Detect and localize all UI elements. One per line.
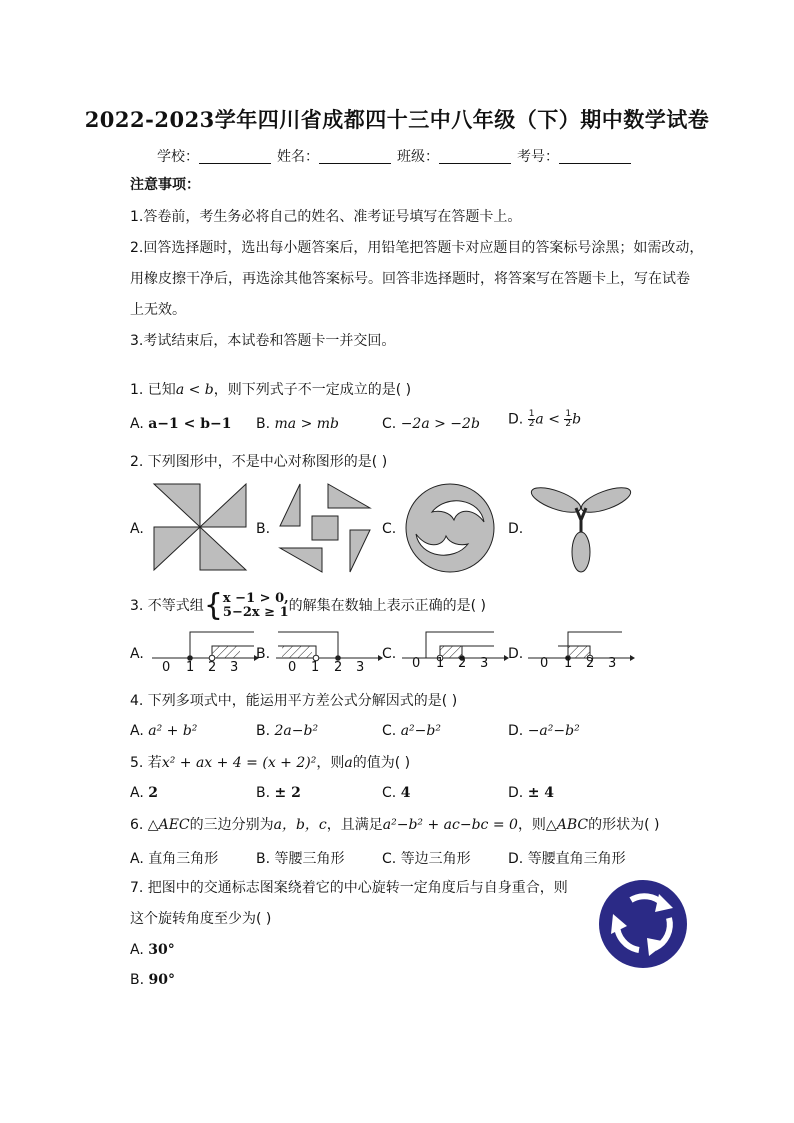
q4-option-d[interactable] xyxy=(508,723,580,739)
q6-d-text: 等腰直角三角形 xyxy=(527,851,626,867)
q6-stem-c: ，且满足 xyxy=(326,817,383,833)
q2-option-d-label[interactable]: D. xyxy=(508,521,524,537)
student-info-line xyxy=(0,146,794,166)
q2-option-c-label[interactable]: C. xyxy=(382,521,397,537)
q2-option-a-label[interactable]: A. xyxy=(130,521,144,537)
q4-c-text: a²−b² xyxy=(400,723,441,739)
q6-c-text: 等边三角形 xyxy=(400,851,471,867)
q3-b-tick-0: 0 xyxy=(288,660,297,675)
q5-option-c[interactable] xyxy=(382,785,410,801)
q6-triangle-1: AEC xyxy=(158,817,190,833)
q2-stem: 2. 下列图形中，不是中心对称图形的是( ) xyxy=(130,454,388,470)
q1-d-label: D. xyxy=(508,411,524,428)
q3-d-tick-2: 2 xyxy=(586,656,595,671)
q1-d-frac2 xyxy=(564,410,572,429)
q6-stem xyxy=(130,816,659,834)
q3-option-b-label[interactable]: B. xyxy=(256,646,271,662)
q1-d-frac2-num: 1 xyxy=(565,409,572,419)
q6-a-text: 直角三角形 xyxy=(148,851,219,867)
q3-option-c-label[interactable]: C. xyxy=(382,646,397,662)
q3-stem-text: 3. 不等式组 xyxy=(130,598,204,614)
q5-options xyxy=(130,785,730,805)
q4-b-label: B. xyxy=(256,723,271,739)
q1-option-d[interactable] xyxy=(508,410,581,429)
q6-options xyxy=(130,848,730,868)
note-3: 3.考试结束后，本试卷和答题卡一并交回。 xyxy=(130,333,396,349)
q3-a-tick-2: 2 xyxy=(208,660,217,675)
q3-a-tick-3: 3 xyxy=(230,660,239,675)
q1-d-frac1-den: 2 xyxy=(528,419,535,429)
q6-c-label: C. xyxy=(382,851,397,867)
q6-option-b[interactable] xyxy=(256,848,345,868)
class-label: 班级： xyxy=(397,149,439,165)
q3-c-tick-0: 0 xyxy=(412,656,421,671)
q5-c-label: C. xyxy=(382,785,397,801)
q6-stem-d: ，则△ xyxy=(517,817,557,833)
q3-b-tick-3: 3 xyxy=(356,660,365,675)
q3-inequality-system xyxy=(223,592,289,620)
q6-option-c[interactable] xyxy=(382,848,471,868)
q7-a-text: 30° xyxy=(148,942,175,958)
q4-d-label: D. xyxy=(508,723,524,739)
q2-option-b-label[interactable]: B. xyxy=(256,521,271,537)
q4-option-b[interactable] xyxy=(256,723,318,739)
q5-a-label: A. xyxy=(130,785,144,801)
q1-stem-text: 1. 已知 xyxy=(130,382,176,398)
q5-stem xyxy=(130,754,410,772)
q3-a-tick-1: 1 xyxy=(186,660,195,675)
q3-c-tick-3: 3 xyxy=(480,656,489,671)
q3-d-tick-1: 1 xyxy=(564,656,573,671)
exam-no-label: 考号： xyxy=(517,149,559,165)
q4-option-c[interactable] xyxy=(382,723,441,739)
q6-sides: a，b，c xyxy=(273,817,327,833)
q1-d-text-a: a < xyxy=(535,411,560,428)
q6-option-d[interactable] xyxy=(508,848,626,868)
q6-d-label: D. xyxy=(508,851,524,867)
q6-stem-b: 的三边分别为 xyxy=(189,817,274,833)
q6-option-a[interactable] xyxy=(130,848,218,868)
q1-a-text: a−1 < b−1 xyxy=(148,416,232,432)
note-1: 1.答卷前，考生务必将自己的姓名、准考证号填写在答题卡上。 xyxy=(130,209,522,225)
q1-c-label: C. xyxy=(382,416,397,432)
q4-d-text: −a²−b² xyxy=(527,723,580,739)
tomoe-circle-figure xyxy=(402,482,498,574)
q4-option-a[interactable] xyxy=(130,723,197,739)
exam-title: 2022-2023学年四川省成都四十三中八年级（下）期中数学试卷 xyxy=(84,107,710,132)
q6-a-label: A. xyxy=(130,851,144,867)
q3-c-tick-2: 2 xyxy=(458,656,467,671)
q3-d-tick-0: 0 xyxy=(540,656,549,671)
school-blank[interactable] xyxy=(199,163,271,164)
q3-stem-tail: 的解集在数轴上表示正确的是( ) xyxy=(288,598,487,614)
q7-stem-line-2: 这个旋转角度至少为( ) xyxy=(130,911,272,927)
q7-stem-line-1: 7. 把图中的交通标志图案绕着它的中心旋转一定角度后与自身重合，则 xyxy=(130,880,568,896)
q3-b-tick-2: 2 xyxy=(334,660,343,675)
school-label: 学校： xyxy=(157,149,199,165)
q3-brace: { xyxy=(203,588,223,623)
q6-b-label: B. xyxy=(256,851,271,867)
name-label: 姓名： xyxy=(277,149,319,165)
q6-condition: a²−b² + ac−bc = 0 xyxy=(382,817,518,833)
q3-option-d-label[interactable]: D. xyxy=(508,646,524,662)
q5-option-b[interactable] xyxy=(256,785,301,801)
q1-option-a[interactable] xyxy=(130,416,232,432)
q5-a-text: 2 xyxy=(148,785,158,801)
q1-b-text: ma > mb xyxy=(274,416,340,432)
q3-a-tick-0: 0 xyxy=(162,660,171,675)
exam-no-blank[interactable] xyxy=(559,163,631,164)
q1-d-frac2-den: 2 xyxy=(565,419,572,429)
note-2-line-2: 用橡皮擦干净后，再选涂其他答案标号。回答非选择题时，将答案写在答题卡上，写在试卷 xyxy=(130,271,690,287)
q1-option-c[interactable] xyxy=(382,416,480,432)
q4-a-label: A. xyxy=(130,723,144,739)
name-blank[interactable] xyxy=(319,163,391,164)
q5-c-text: 4 xyxy=(400,785,411,801)
q5-d-text: ± 4 xyxy=(527,785,555,801)
q3-ineq1: x −1 > 0, xyxy=(222,591,289,606)
q6-stem-text: 6. △ xyxy=(130,817,159,833)
q5-d-label: D. xyxy=(508,785,524,801)
q3-stem xyxy=(130,588,487,623)
q4-b-text: 2a−b² xyxy=(274,723,319,739)
q6-triangle-2: ABC xyxy=(556,817,589,833)
q6-stem-tail: 的形状为( ) xyxy=(588,817,660,833)
q7-option-b[interactable] xyxy=(130,972,730,992)
q1-c-text: −2a > −2b xyxy=(400,416,480,432)
q7-b-label: B. xyxy=(130,972,145,988)
q6-b-text: 等腰三角形 xyxy=(274,851,345,867)
q3-ineq2: 5−2x ≥ 1 xyxy=(222,605,289,620)
q1-stem-math: a < b xyxy=(175,382,214,398)
roundabout-sign-icon xyxy=(597,878,689,970)
q5-option-d[interactable] xyxy=(508,785,554,801)
pinwheel-figure xyxy=(152,482,248,572)
q3-d-tick-3: 3 xyxy=(608,656,617,671)
q4-options xyxy=(130,723,730,743)
q1-d-text-b: b xyxy=(572,411,582,428)
q7-a-label: A. xyxy=(130,942,144,958)
q1-option-b[interactable] xyxy=(256,416,339,432)
q1-a-label: A. xyxy=(130,416,144,432)
q1-b-label: B. xyxy=(256,416,271,432)
class-blank[interactable] xyxy=(439,163,511,164)
q5-stem-tail: 的值为( ) xyxy=(352,755,411,771)
q4-c-label: C. xyxy=(382,723,397,739)
q1-options xyxy=(130,409,730,436)
note-2-line-3: 上无效。 xyxy=(130,302,186,318)
note-2-line-1: 2.回答选择题时，选出每小题答案后，用铅笔把答题卡对应题目的答案标号涂黑；如需改动， xyxy=(130,240,704,256)
q7-b-text: 90° xyxy=(148,972,175,988)
triangles-square-figure xyxy=(278,482,374,574)
q1-d-frac1-num: 1 xyxy=(528,409,535,419)
q3-b-tick-1: 1 xyxy=(311,660,320,675)
q5-b-label: B. xyxy=(256,785,271,801)
q4-stem: 4. 下列多项式中，能运用平方差公式分解因式的是( ) xyxy=(130,693,458,709)
q3-option-a-label[interactable]: A. xyxy=(130,646,144,662)
q4-a-text: a² + b² xyxy=(148,723,198,739)
q5-stem-mid: ，则 xyxy=(316,755,345,771)
q5-b-text: ± 2 xyxy=(274,785,301,801)
three-petal-figure xyxy=(528,482,634,574)
q5-stem-var: a xyxy=(344,755,353,771)
q1-stem xyxy=(130,381,411,399)
q3-c-tick-1: 1 xyxy=(436,656,445,671)
q5-stem-math: x² + ax + 4 = (x + 2)² xyxy=(161,755,317,771)
notes-heading: 注意事项： xyxy=(130,177,200,193)
q5-stem-text: 5. 若 xyxy=(130,755,162,771)
q1-stem-tail: ，则下列式子不一定成立的是( ) xyxy=(213,382,412,398)
q5-option-a[interactable] xyxy=(130,785,158,801)
